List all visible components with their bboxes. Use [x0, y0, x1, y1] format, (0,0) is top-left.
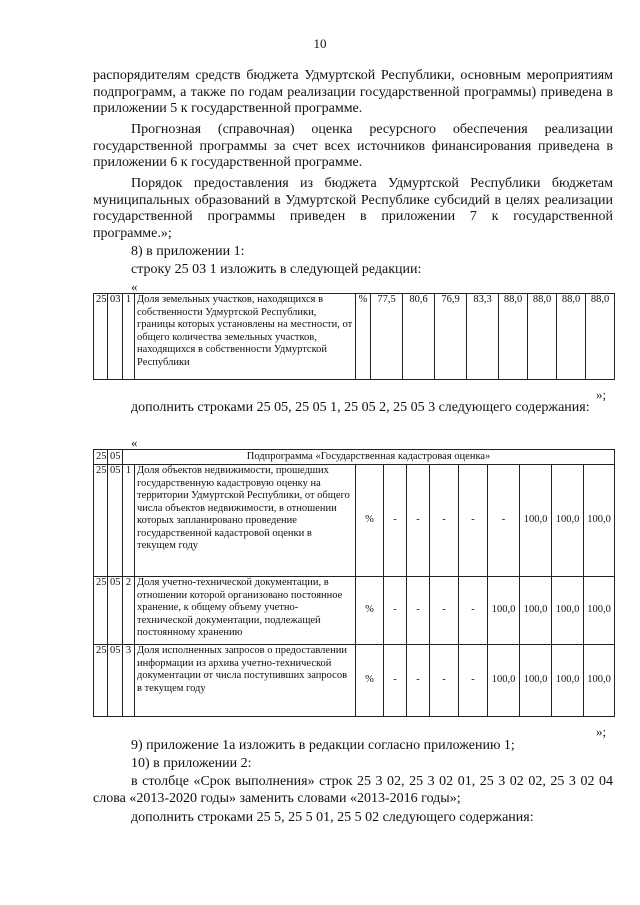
- unit-cell: %: [356, 645, 384, 717]
- table-row: [94, 645, 615, 717]
- value-cell: -: [430, 465, 459, 577]
- open-quote-2: «: [131, 435, 138, 450]
- value-cell: 83,3: [467, 294, 499, 380]
- value-cell: 100,0: [520, 465, 552, 577]
- value-cell: 100,0: [552, 577, 584, 645]
- table-subprogram-25-05: [93, 449, 615, 717]
- code-cell: 25: [94, 577, 108, 645]
- value-cell: -: [459, 465, 488, 577]
- table-indicator-25-03-1: [93, 293, 615, 380]
- table-row: [94, 577, 615, 645]
- value-cell: -: [459, 645, 488, 717]
- subprogram-title: Подпрограмма «Государственная кадастровая оценка»: [123, 450, 615, 465]
- code-cell: 05: [108, 645, 123, 717]
- paragraph-4: 8) в приложении 1:: [131, 244, 245, 259]
- code-cell: 1: [123, 465, 135, 577]
- close-quote-1: »;: [596, 387, 607, 402]
- indicator-description: Доля исполненных запросов о предоставлении информации из архива учетно-технической документации от числа поступивших запросов в текущем году: [135, 645, 356, 717]
- value-cell: 100,0: [584, 645, 615, 717]
- code-cell: 25: [94, 465, 108, 577]
- code-cell: 1: [123, 294, 135, 380]
- value-cell: -: [407, 577, 430, 645]
- paragraph-8: 10) в приложении 2:: [131, 756, 252, 771]
- value-cell: -: [488, 465, 520, 577]
- value-cell: 100,0: [552, 465, 584, 577]
- value-cell: -: [407, 645, 430, 717]
- value-cell: -: [430, 577, 459, 645]
- value-cell: 100,0: [584, 465, 615, 577]
- code-cell: 03: [108, 294, 123, 380]
- unit-cell: %: [356, 577, 384, 645]
- code-cell: 25: [94, 450, 108, 465]
- unit-cell: %: [356, 294, 371, 380]
- value-cell: 76,9: [435, 294, 467, 380]
- table-row: [94, 294, 615, 380]
- value-cell: 100,0: [584, 577, 615, 645]
- value-cell: -: [459, 577, 488, 645]
- close-quote-2: »;: [596, 724, 607, 739]
- code-cell: 05: [108, 577, 123, 645]
- indicator-description: Доля учетно-технической документации, в отношении которой организовано постоянное хранение, к общему объему учетно-технической документации, подлежащей постоянному хранению: [135, 577, 356, 645]
- value-cell: 100,0: [552, 645, 584, 717]
- value-cell: 80,6: [403, 294, 435, 380]
- indicator-description: Доля объектов недвижимости, прошедших государственную кадастровую оценку на территории Удмуртской Республики, от общего числа объектов недвижимости, в отношении которых запланировано проведение государственной кадастровой оценки в текущем году: [135, 465, 356, 577]
- value-cell: 100,0: [520, 577, 552, 645]
- value-cell: 100,0: [520, 645, 552, 717]
- paragraph-7: 9) приложение 1а изложить в редакции согласно приложению 1;: [131, 738, 515, 753]
- open-quote-1: «: [131, 279, 138, 294]
- code-cell: 25: [94, 294, 108, 380]
- code-cell: 25: [94, 645, 108, 717]
- table-header-row: [94, 450, 615, 465]
- value-cell: 100,0: [488, 577, 520, 645]
- page-number: 10: [313, 36, 327, 51]
- table-row: [94, 465, 615, 577]
- code-cell: 2: [123, 577, 135, 645]
- paragraph-10: дополнить строками 25 5, 25 5 01, 25 5 02 следующего содержания:: [131, 810, 534, 825]
- code-cell: 05: [108, 450, 123, 465]
- value-cell: 77,5: [371, 294, 403, 380]
- value-cell: -: [407, 465, 430, 577]
- unit-cell: %: [356, 465, 384, 577]
- value-cell: 88,0: [586, 294, 615, 380]
- paragraph-6: дополнить строками 25 05, 25 05 1, 25 05 2, 25 05 3 следующего содержания:: [131, 400, 590, 415]
- paragraph-6-line1: [93, 400, 613, 417]
- value-cell: -: [384, 645, 407, 717]
- paragraph-2: Прогнозная (справочная) оценка ресурсного обеспечения реализации государственной программы за счет всех источников финансирования приведена в приложении 6 к государственной программе.: [93, 122, 613, 171]
- value-cell: -: [430, 645, 459, 717]
- value-cell: 88,0: [557, 294, 586, 380]
- paragraph-1: распорядителям средств бюджета Удмуртской Республики, основным мероприятиям подпрограмм, а также по годам реализации государственной программы) приведена в приложении 5 к государственной программе.: [93, 68, 613, 117]
- value-cell: 88,0: [499, 294, 528, 380]
- value-cell: -: [384, 465, 407, 577]
- code-cell: 05: [108, 465, 123, 577]
- value-cell: -: [384, 577, 407, 645]
- paragraph-9: в столбце «Срок выполнения» строк 25 3 02, 25 3 02 01, 25 3 02 02, 25 3 02 04 слова «2013-2020 годы» заменить словами «2013-2016 годы»;: [93, 774, 613, 806]
- indicator-description: Доля земельных участков, находящихся в собственности Удмуртской Республики, границы которых установлены на местности, от общего количества земельных участков, находящихся в собственности Удмуртской Республики: [135, 294, 356, 380]
- value-cell: 100,0: [488, 645, 520, 717]
- paragraph-5: строку 25 03 1 изложить в следующей редакции:: [131, 262, 422, 277]
- value-cell: 88,0: [528, 294, 557, 380]
- code-cell: 3: [123, 645, 135, 717]
- paragraph-3: Порядок предоставления из бюджета Удмуртской Республики бюджетам муниципальных образований в Удмуртской Республике субсидий в целях реализации государственной программы приведен в приложении 7 к государственной программе.»;: [93, 176, 613, 241]
